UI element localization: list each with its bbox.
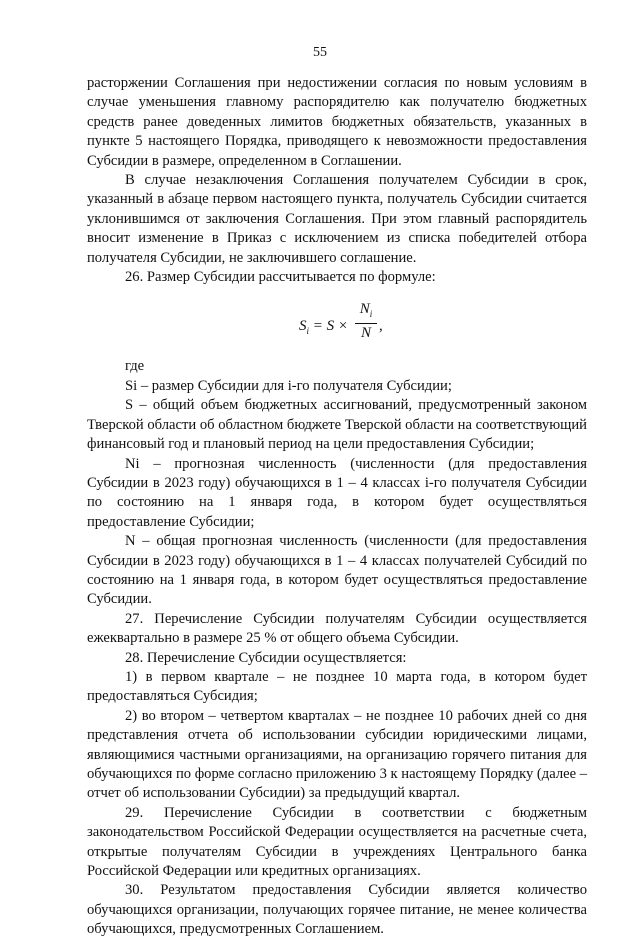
formula-numerator-symbol: N <box>359 301 370 318</box>
formula-numerator <box>355 301 377 324</box>
definition-ni: Ni – прогнозная численность (численности (для предоставления Субсидии в 2023 году) обучающихся в 1 – 4 классах i-го получателя Субсидии по состоянию на 1 января года, в котором будет осуществляться предоставление Субсидии; <box>87 455 587 530</box>
paragraph-29: 29. Перечисление Субсидии в соответствии с бюджетным законодательством Российской Федерации осуществляется на расчетные счета, открытые получателям Субсидии в учреждениях Центрального банка Российской Федерации или кредитных организациях. <box>87 804 587 880</box>
paragraph-28-item-2: 2) во втором – четвертом кварталах – не позднее 10 рабочих дней со дня представления отчета об использовании субсидии юридическими лицами, являющимися частными организациями, на организацию горячего питания для обучающихся по форме согласно приложению 3 к настоящему Порядку (далее – отчет об использовании Субсидии) за предыдущий квартал. <box>87 707 588 802</box>
document-body <box>87 74 587 940</box>
paragraph-non-conclusion: В случае незаключения Соглашения получателем Субсидии в срок, указанный в абзаце первом настоящего пункта, получатель Субсидии считается уклонившимся от заключения Соглашения. При этом главный распорядитель вносит изменение в Приказ с исключением из списка победителей отбора получателя Субсидии, не заключившего соглашение. <box>87 172 587 266</box>
formula-fraction <box>355 301 377 342</box>
paragraph-28-item-1: 1) в первом квартале – не позднее 10 марта года, в котором будет предоставляться Субсидия; <box>87 668 587 705</box>
definition-n: N – общая прогнозная численность (численности (для предоставления Субсидии в 2023 году) обучающихся в 1 – 4 классах получателей Субсидий по состоянию на 1 января года, в котором будет осуществляться предоставление Субсидии. <box>87 533 587 608</box>
paragraph-26: 26. Размер Субсидии рассчитывается по формуле: <box>125 269 436 286</box>
formula-tail: , <box>379 318 383 335</box>
formula-lhs <box>299 317 348 341</box>
paragraph-30: 30. Результатом предоставления Субсидии является количество обучающихся организации, получающих горячее питание, не менее количества обучающихся, предусмотренных Соглашением. <box>87 882 587 938</box>
formula-numerator-subscript: i <box>369 309 373 320</box>
formula-lhs-subscript: i <box>306 326 310 337</box>
page-number: 55 <box>313 45 327 60</box>
where-label: где <box>125 358 145 375</box>
paragraph-28: 28. Перечисление Субсидии осуществляется: <box>125 649 407 666</box>
formula-lhs-symbol: S <box>299 318 307 335</box>
paragraph-27: 27. Перечисление Субсидии получателям Субсидии осуществляется ежеквартально в размере 25 % от общего объема Субсидии. <box>87 610 587 647</box>
paragraph-continuation: расторжении Соглашения при недостижении согласия по новым условиям в случае уменьшения главному распорядителю как получателю бюджетных средств ранее доведенных лимитов бюджетных обязательств, указанных в пункте 5 настоящего Порядка, приводящего к невозможности предоставления Субсидии в размере, определенном в Соглашении. <box>87 75 587 169</box>
subsidy-formula <box>87 295 587 353</box>
formula-denominator: N <box>360 325 371 342</box>
definition-s: S – общий объем бюджетных ассигнований, предусмотренный законом Тверской области об областном бюджете Тверской области на соответствующий финансовый год и плановый период на цели предоставления Субсидии; <box>87 397 587 453</box>
definition-si: Si – размер Субсидии для i-го получателя Субсидии; <box>125 377 452 394</box>
formula-equals: = S × <box>309 318 349 335</box>
